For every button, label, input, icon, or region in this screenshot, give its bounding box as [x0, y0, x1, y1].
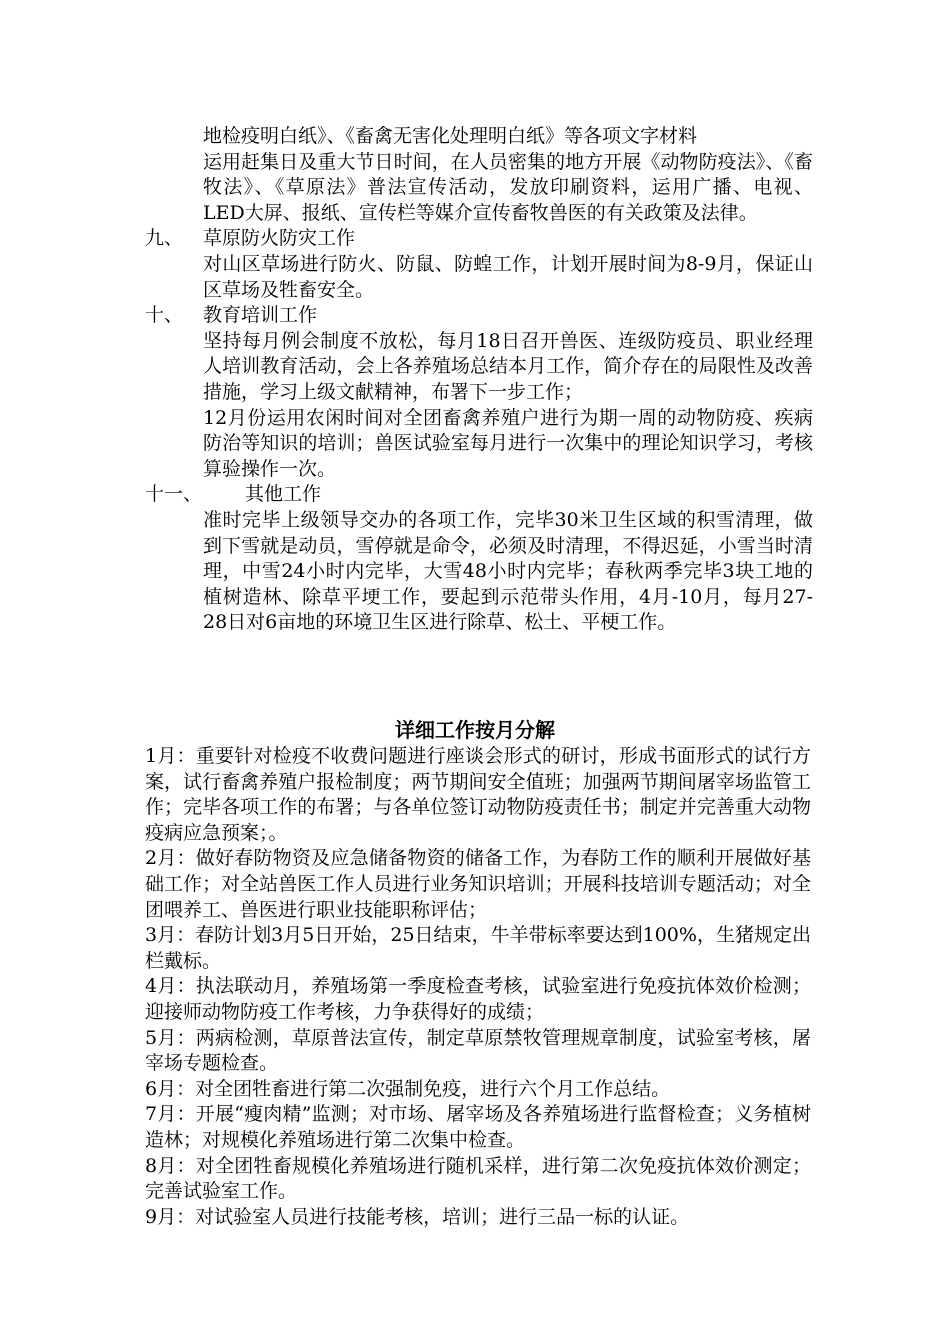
month-item: 4月：执法联动月，养殖场第一季度检查考核，试验室进行免疫抗体效价检测；迎接师动物防疫工作考核，力争获得好的成绩； — [145, 975, 811, 1023]
month-item: 8月：对全团牲畜规模化养殖场进行随机采样，进行第二次免疫抗体效价测定；完善试验室工作。 — [145, 1154, 811, 1203]
section-number: 十一、 — [145, 483, 203, 506]
section-paragraph: 对山区草场进行防火、防鼠、防蝗工作，计划开展时间为8-9月，保证山区草场及牲畜安全。 — [203, 252, 813, 301]
month-item: 7月：开展“瘦肉精”监测；对市场、屠宰场及各养殖场进行监督检查；义务植树造林；对规模化养殖场进行第二次集中检查。 — [145, 1103, 811, 1151]
month-item: 3月：春防计划3月5日开始，25日结束，牛羊带标率要达到100%，生猪规定出栏戴标。 — [145, 924, 811, 972]
section-paragraph: 准时完毕上级领导交办的各项工作，完毕30米卫生区域的积雪清理，做到下雪就是动员，雪停就是命令，必须及时清理，不得迟延，小雪当时清理，中雪24小时内完毕，大雪48小时内完毕；春秋两季完毕3块工地的植树造林、除草平埂工作，要起到示范带头作用，4月-10月，每月27-28日对6亩地的环境卫生区进行除草、松土、平梗工作。 — [203, 508, 813, 634]
month-item: 1月：重要针对检疫不收费问题进行座谈会形式的研讨，形成书面形式的试行方案，试行畜禽养殖户报检制度；两节期间安全值班；加强两节期间屠宰场监管工作；完毕各项工作的布署；与各单位签订动物防疫责任书；制定并完善重大动物疫病应急预案；。 — [145, 745, 811, 844]
section-8-paragraph: 运用赶集日及重大节日时间，在人员密集的地方开展《动物防疫法》、《畜牧法》、《草原法》普法宣传活动，发放印刷资料，运用广播、电视、LED大屏、报纸、宣传栏等媒介宣传畜牧兽医的有关政策及法律。 — [203, 150, 813, 224]
section-title: 其他工作 — [245, 483, 322, 506]
section-title: 草原防火防灾工作 — [203, 227, 356, 250]
section-number: 九、 — [145, 227, 184, 250]
section-number: 十、 — [145, 304, 184, 327]
section-8-line: 地检疫明白纸》、《畜禽无害化处理明白纸》等各项文字材料 — [203, 125, 698, 147]
month-item: 9月：对试验室人员进行技能考核，培训；进行三品一标的认证。 — [145, 1205, 690, 1228]
section-title: 教育培训工作 — [203, 304, 318, 327]
month-item: 6月：对全团牲畜进行第二次强制免疫，进行六个月工作总结。 — [145, 1077, 671, 1100]
monthly-breakdown-title: 详细工作按月分解 — [395, 718, 555, 742]
monthly-breakdown-list — [145, 744, 811, 1230]
section-heading — [145, 482, 813, 508]
section-heading — [145, 303, 813, 329]
month-item: 2月：做好春防物资及应急储备物资的储备工作，为春防工作的顺利开展做好基础工作；对全站兽医工作人员进行业务知识培训；开展科技培训专题活动；对全团喂养工、兽医进行职业技能职称评估； — [145, 847, 811, 921]
section-heading — [145, 226, 813, 252]
section-8-continuation — [145, 124, 813, 636]
month-item: 5月：两病检测，草原普法宣传，制定草原禁牧管理规章制度，试验室考核，屠宰场专题检查。 — [145, 1026, 811, 1075]
section-paragraph: 坚持每月例会制度不放松，每月18日召开兽医、连级防疫员、职业经理人培训教育活动，会上各养殖场总结本月工作，简介存在的局限性及改善措施，学习上级文献精神，布署下一步工作； — [203, 329, 813, 403]
section-paragraph: 12月份运用农闲时间对全团畜禽养殖户进行为期一周的动物防疫、疾病防治等知识的培训；兽医试验室每月进行一次集中的理论知识学习，考核算验操作一次。 — [203, 406, 813, 480]
